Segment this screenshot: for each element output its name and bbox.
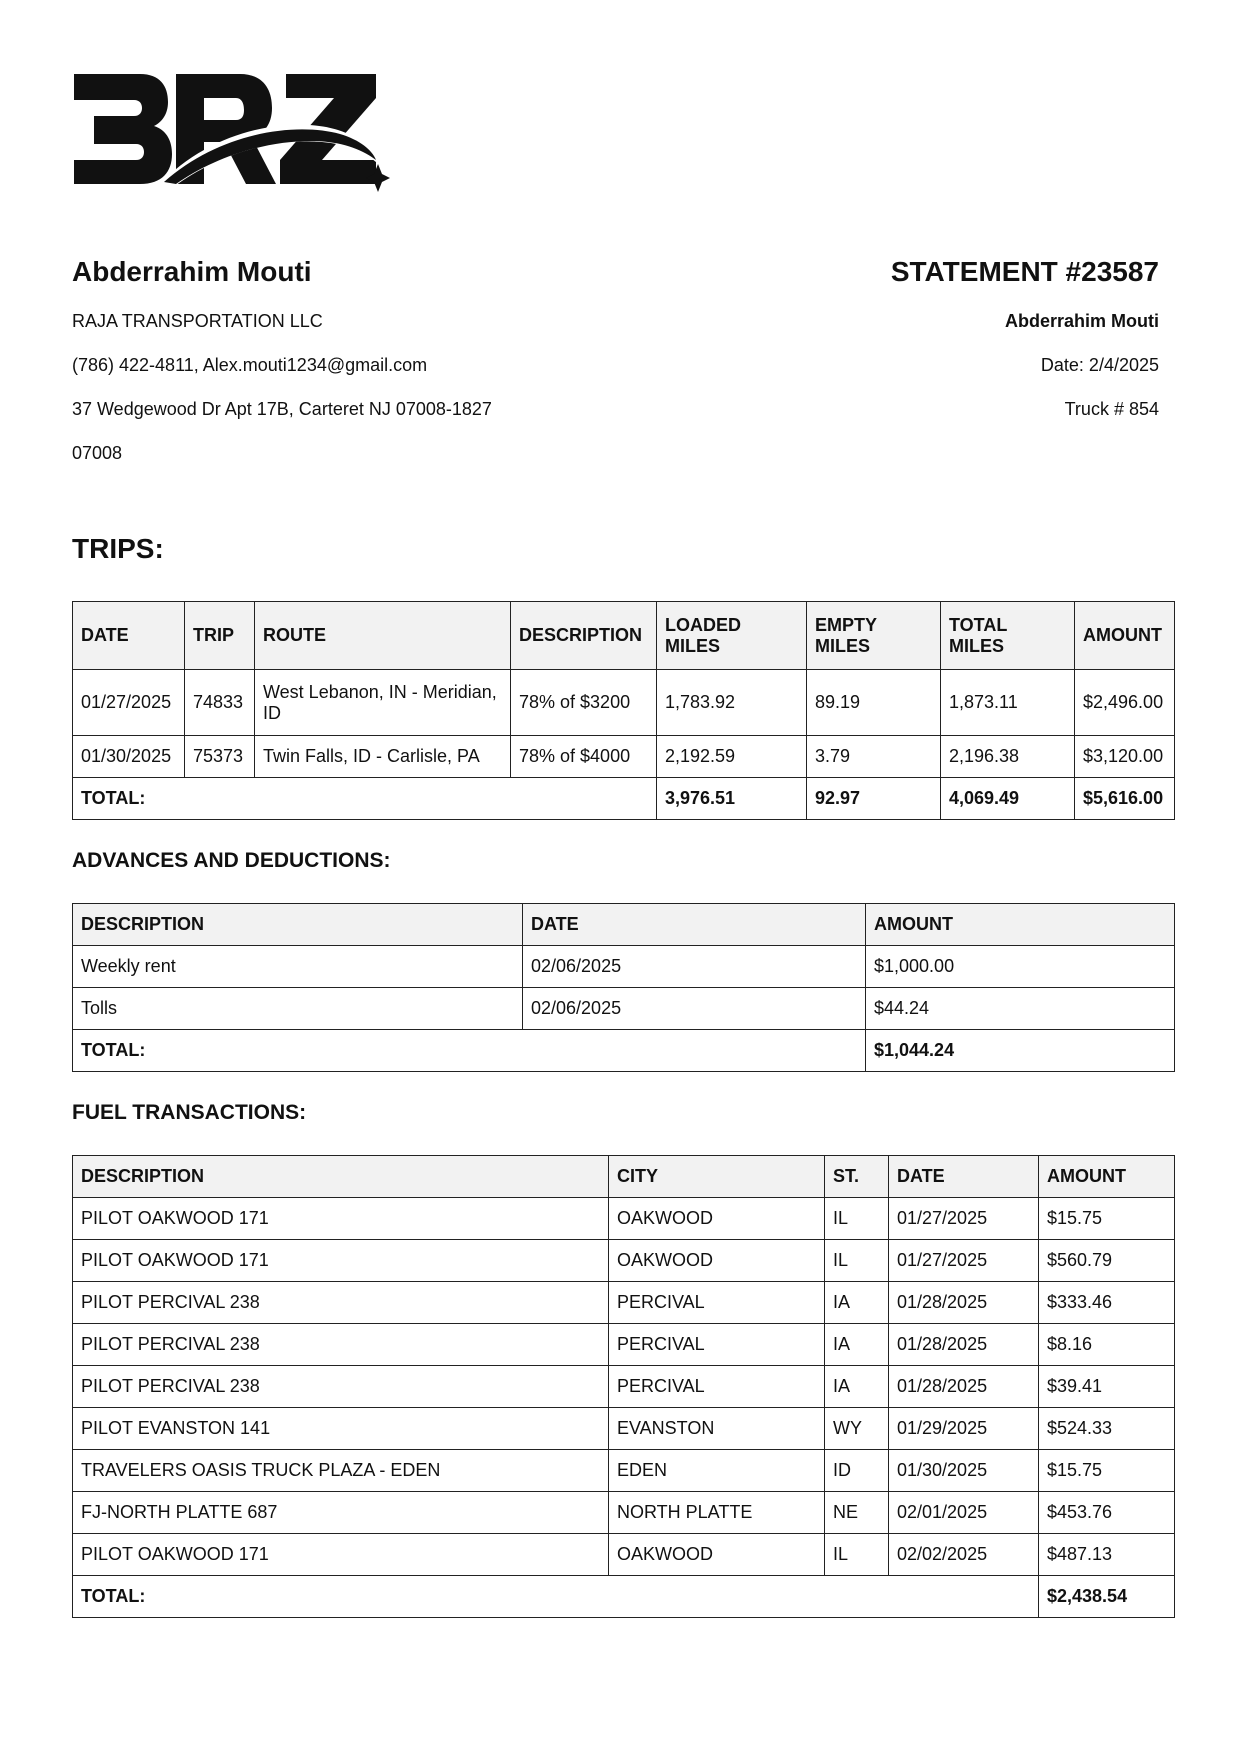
table-cell: 75373	[185, 736, 255, 778]
total-loaded-miles: 3,976.51	[657, 778, 807, 820]
advances-table	[72, 903, 1175, 1072]
table-cell: NE	[825, 1492, 889, 1534]
table-cell: 01/28/2025	[889, 1324, 1039, 1366]
table-cell: ID	[825, 1450, 889, 1492]
advances-title: ADVANCES AND DEDUCTIONS:	[72, 849, 391, 872]
table-row	[73, 1240, 1175, 1282]
zip-code: 07008	[72, 443, 123, 463]
driver-info	[72, 255, 672, 475]
table-cell: IL	[825, 1198, 889, 1240]
column-header: AMOUNT	[1039, 1156, 1175, 1198]
column-header: TOTAL MILES	[941, 602, 1075, 670]
table-cell: 78% of $4000	[511, 736, 657, 778]
table-row	[73, 1324, 1175, 1366]
table-cell: $1,000.00	[866, 946, 1175, 988]
table-cell: EVANSTON	[609, 1408, 825, 1450]
truck-number: Truck # 854	[1064, 399, 1159, 419]
trips-table	[72, 601, 1175, 820]
column-header: AMOUNT	[1075, 602, 1175, 670]
table-cell: 1,873.11	[941, 670, 1075, 736]
table-cell: PILOT PERCIVAL 238	[73, 1324, 609, 1366]
table-cell: WY	[825, 1408, 889, 1450]
total-amount: $5,616.00	[1075, 778, 1175, 820]
trips-title: TRIPS:	[72, 533, 164, 564]
table-cell: 02/01/2025	[889, 1492, 1039, 1534]
table-cell: 89.19	[807, 670, 941, 736]
table-cell: NORTH PLATTE	[609, 1492, 825, 1534]
table-cell: 01/30/2025	[889, 1450, 1039, 1492]
table-cell: 78% of $3200	[511, 670, 657, 736]
table-cell: 01/29/2025	[889, 1408, 1039, 1450]
table-cell: $15.75	[1039, 1198, 1175, 1240]
table-cell: Twin Falls, ID - Carlisle, PA	[255, 736, 511, 778]
table-cell: Weekly rent	[73, 946, 523, 988]
table-cell: PILOT OAKWOOD 171	[73, 1240, 609, 1282]
table-cell: 3.79	[807, 736, 941, 778]
table-cell: PILOT PERCIVAL 238	[73, 1282, 609, 1324]
table-header-row	[73, 1156, 1175, 1198]
contact-info: (786) 422-4811, Alex.mouti1234@gmail.com	[72, 355, 428, 375]
table-cell: $560.79	[1039, 1240, 1175, 1282]
table-cell: FJ-NORTH PLATTE 687	[73, 1492, 609, 1534]
table-cell: West Lebanon, IN - Meridian, ID	[255, 670, 511, 736]
company-name: RAJA TRANSPORTATION LLC	[72, 311, 323, 331]
table-cell: 2,192.59	[657, 736, 807, 778]
table-cell: PILOT OAKWOOD 171	[73, 1198, 609, 1240]
table-cell: $8.16	[1039, 1324, 1175, 1366]
fuel-table	[72, 1155, 1175, 1618]
table-cell: 01/27/2025	[73, 670, 185, 736]
column-header: EMPTY MILES	[807, 602, 941, 670]
table-row	[73, 736, 1175, 778]
column-header: AMOUNT	[866, 904, 1175, 946]
table-cell: $3,120.00	[1075, 736, 1175, 778]
driver-name: Abderrahim Mouti	[72, 256, 312, 287]
table-cell: IL	[825, 1240, 889, 1282]
table-cell: $2,496.00	[1075, 670, 1175, 736]
fuel-total-row	[73, 1576, 1175, 1618]
table-cell: OAKWOOD	[609, 1240, 825, 1282]
table-row	[73, 1450, 1175, 1492]
table-cell: IA	[825, 1366, 889, 1408]
table-cell: $15.75	[1039, 1450, 1175, 1492]
table-cell: $453.76	[1039, 1492, 1175, 1534]
column-header: DATE	[523, 904, 866, 946]
table-row	[73, 1534, 1175, 1576]
table-cell: OAKWOOD	[609, 1534, 825, 1576]
trips-total-row	[73, 778, 1175, 820]
table-cell: PERCIVAL	[609, 1282, 825, 1324]
table-cell: 2,196.38	[941, 736, 1075, 778]
table-cell: PILOT OAKWOOD 171	[73, 1534, 609, 1576]
table-cell: PERCIVAL	[609, 1324, 825, 1366]
table-row	[73, 670, 1175, 736]
total-amount: $1,044.24	[866, 1030, 1175, 1072]
table-row	[73, 1282, 1175, 1324]
total-label: TOTAL:	[73, 1030, 866, 1072]
table-cell: 1,783.92	[657, 670, 807, 736]
statement-info	[659, 255, 1159, 431]
column-header: DATE	[889, 1156, 1039, 1198]
statement-title: STATEMENT #23587	[890, 256, 1159, 287]
table-cell: TRAVELERS OASIS TRUCK PLAZA - EDEN	[73, 1450, 609, 1492]
table-row	[73, 1492, 1175, 1534]
table-cell: $333.46	[1039, 1282, 1175, 1324]
table-cell: 01/28/2025	[889, 1282, 1039, 1324]
column-header: DESCRIPTION	[73, 1156, 609, 1198]
statement-name: Abderrahim Mouti	[1004, 311, 1159, 331]
total-miles: 4,069.49	[941, 778, 1075, 820]
table-cell: PILOT EVANSTON 141	[73, 1408, 609, 1450]
table-cell: PILOT PERCIVAL 238	[73, 1366, 609, 1408]
fuel-title: FUEL TRANSACTIONS:	[72, 1101, 307, 1124]
total-empty-miles: 92.97	[807, 778, 941, 820]
column-header: CITY	[609, 1156, 825, 1198]
table-cell: 02/06/2025	[523, 946, 866, 988]
table-row	[73, 1408, 1175, 1450]
column-header: LOADED MILES	[657, 602, 807, 670]
table-row	[73, 988, 1175, 1030]
table-cell: IA	[825, 1324, 889, 1366]
statement-date: Date: 2/4/2025	[1040, 355, 1159, 375]
table-cell: Tolls	[73, 988, 523, 1030]
table-cell: PERCIVAL	[609, 1366, 825, 1408]
total-amount: $2,438.54	[1039, 1576, 1175, 1618]
table-cell: 01/30/2025	[73, 736, 185, 778]
address-line: 37 Wedgewood Dr Apt 17B, Carteret NJ 07008-1827	[72, 399, 492, 419]
column-header: DESCRIPTION	[73, 904, 523, 946]
total-label: TOTAL:	[73, 778, 657, 820]
table-cell: $524.33	[1039, 1408, 1175, 1450]
column-header: DESCRIPTION	[511, 602, 657, 670]
table-cell: OAKWOOD	[609, 1198, 825, 1240]
table-header-row	[73, 602, 1175, 670]
table-cell: 02/06/2025	[523, 988, 866, 1030]
brz-logo	[72, 70, 390, 200]
table-cell: EDEN	[609, 1450, 825, 1492]
table-cell: IL	[825, 1534, 889, 1576]
advances-total-row	[73, 1030, 1175, 1072]
table-row	[73, 1366, 1175, 1408]
table-cell: IA	[825, 1282, 889, 1324]
table-cell: 02/02/2025	[889, 1534, 1039, 1576]
table-cell: $39.41	[1039, 1366, 1175, 1408]
column-header: TRIP	[185, 602, 255, 670]
table-cell: 01/27/2025	[889, 1198, 1039, 1240]
table-row	[73, 1198, 1175, 1240]
table-header-row	[73, 904, 1175, 946]
table-row	[73, 946, 1175, 988]
column-header: ROUTE	[255, 602, 511, 670]
table-cell: $487.13	[1039, 1534, 1175, 1576]
table-cell: 01/27/2025	[889, 1240, 1039, 1282]
table-cell: 01/28/2025	[889, 1366, 1039, 1408]
column-header: DATE	[73, 602, 185, 670]
table-cell: $44.24	[866, 988, 1175, 1030]
column-header: ST.	[825, 1156, 889, 1198]
table-cell: 74833	[185, 670, 255, 736]
total-label: TOTAL:	[73, 1576, 1039, 1618]
